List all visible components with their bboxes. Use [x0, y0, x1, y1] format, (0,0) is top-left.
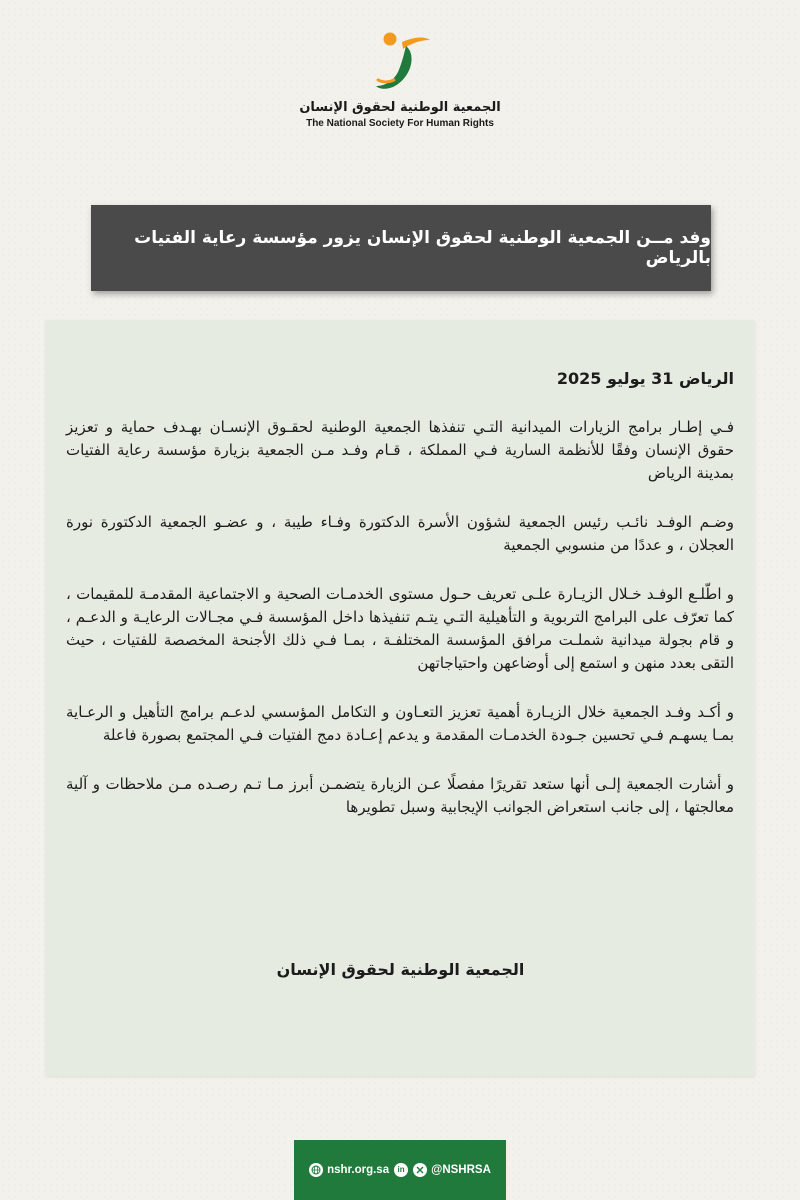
paragraph: و أشارت الجمعية إلـى أنها ستعد تقريرًا مفصلًا عـن الزيارة يتضمـن أبرز مـا تـم رصـده مـن ملاحظات و آلية معالجتها ، إلى جانب استعراض الجوانب الإيجابية وسبل تطويرها — [66, 775, 734, 816]
handle-text: @NSHRSA — [431, 1164, 491, 1176]
website-text: nshr.org.sa — [327, 1164, 390, 1176]
globe-icon — [309, 1163, 323, 1177]
org-name-arabic: الجمعية الوطنية لحقوق الإنسان — [299, 100, 501, 115]
x-icon — [413, 1163, 427, 1177]
logo — [0, 28, 800, 94]
footer-bar — [294, 1140, 506, 1200]
banner-title: وفد مــن الجمعية الوطنية لحقوق الإنسان يزور مؤسسة رعاية الفتيات بالرياض — [134, 228, 711, 268]
website-link[interactable] — [309, 1163, 389, 1177]
date-line: الرياض 31 يوليو 2025 — [556, 369, 734, 388]
signature: الجمعية الوطنية لحقوق الإنسان — [276, 960, 525, 979]
paragraph: فـي إطـار برامج الزيارات الميدانية التـي تنفذها الجمعية الوطنية لحقـوق الإنسـان بهـدف حماية و تعزيز حقوق الإنسان وفقًا للأنظمة السارية فـي المملكة ، قـام وفـد مـن الجمعية بزيارة مؤسسة رعاية الفتيات بمدينة الرياض — [66, 418, 734, 482]
linkedin-icon[interactable]: in — [394, 1163, 408, 1177]
paragraph: وضـم الوفـد نائـب رئيس الجمعية لشؤون الأسرة الدكتورة وفـاء طيبة ، و عضـو الجمعية الدكتورة نورة العجلان ، و عددًا من منسوبي الجمعية — [66, 513, 734, 554]
human-figure-logo-icon — [368, 28, 432, 94]
article-content — [66, 368, 734, 845]
title-banner — [91, 205, 711, 291]
paragraph: و أكـد وفـد الجمعية خلال الزيـارة أهمية تعزيز التعـاون و التكامل المؤسسي لدعـم برامج التأهيل و الرعـاية بمـا يسهـم فـي تحسين جـودة الخدمـات المقدمة و يدعم إعـادة دمج الفتيات فـي المجتمع بصورة فاعلة — [66, 703, 734, 744]
org-name-english: The National Society For Human Rights — [306, 118, 494, 129]
x-handle-link[interactable] — [413, 1163, 491, 1177]
paragraph: و اطّلـع الوفـد خـلال الزيـارة علـى تعريف حـول مستوى الخدمـات الصحية و الاجتماعية المقدمـة للمقيمات ، كما تعرّف على البرامج التربوية و التأهيلية التـي يتـم تنفيذها داخل المؤسسة فـي مجـالات الرعايـة و الدعـم ، و قام بجولة ميدانية شملـت مرافق المؤسسة المختلفـة ، بمـا فـي ذلك الأجنحة المخصصة للفتيات ، حيث التقى بعدد منهن و استمع إلى أوضاعهن واحتياجاتهن — [66, 585, 734, 672]
